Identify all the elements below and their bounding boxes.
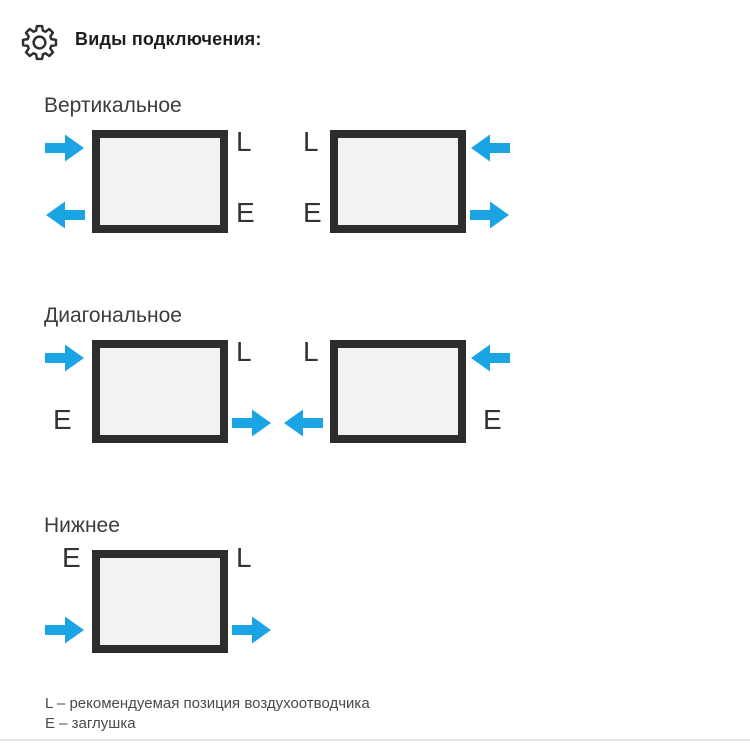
flow-in-arrow-icon [45,133,85,163]
flow-in-arrow-icon [45,615,85,645]
flow-out-arrow-icon [470,200,510,230]
port-label: L [236,336,252,367]
bottom-divider [0,739,750,741]
flow-out-arrow-icon [232,615,272,645]
radiator-rect [92,550,228,653]
port-label: L [236,542,252,573]
port-label: L [303,336,319,367]
flow-in-arrow-icon [45,343,85,373]
section-label: Вертикальное [44,94,182,117]
legend-line-plug: E – заглушка [45,715,136,732]
section-label: Диагональное [44,304,182,327]
port-label: E [236,197,255,228]
port-label: L [236,126,252,157]
flow-out-arrow-icon [45,200,85,230]
port-label: E [53,404,72,435]
radiator-rect [330,130,466,233]
page-title: Виды подключения: [75,29,262,49]
gear-icon [21,24,58,61]
port-label: L [303,126,319,157]
flow-out-arrow-icon [283,408,323,438]
port-label: E [483,404,502,435]
port-label: E [62,542,81,573]
radiator-rect [92,130,228,233]
flow-in-arrow-icon [470,343,510,373]
flow-out-arrow-icon [232,408,272,438]
legend-line-vent: L – рекомендуемая позиция воздухоотводчика [45,695,370,712]
section-label: Нижнее [44,514,120,537]
port-label: E [303,197,322,228]
flow-in-arrow-icon [470,133,510,163]
radiator-rect [330,340,466,443]
radiator-rect [92,340,228,443]
